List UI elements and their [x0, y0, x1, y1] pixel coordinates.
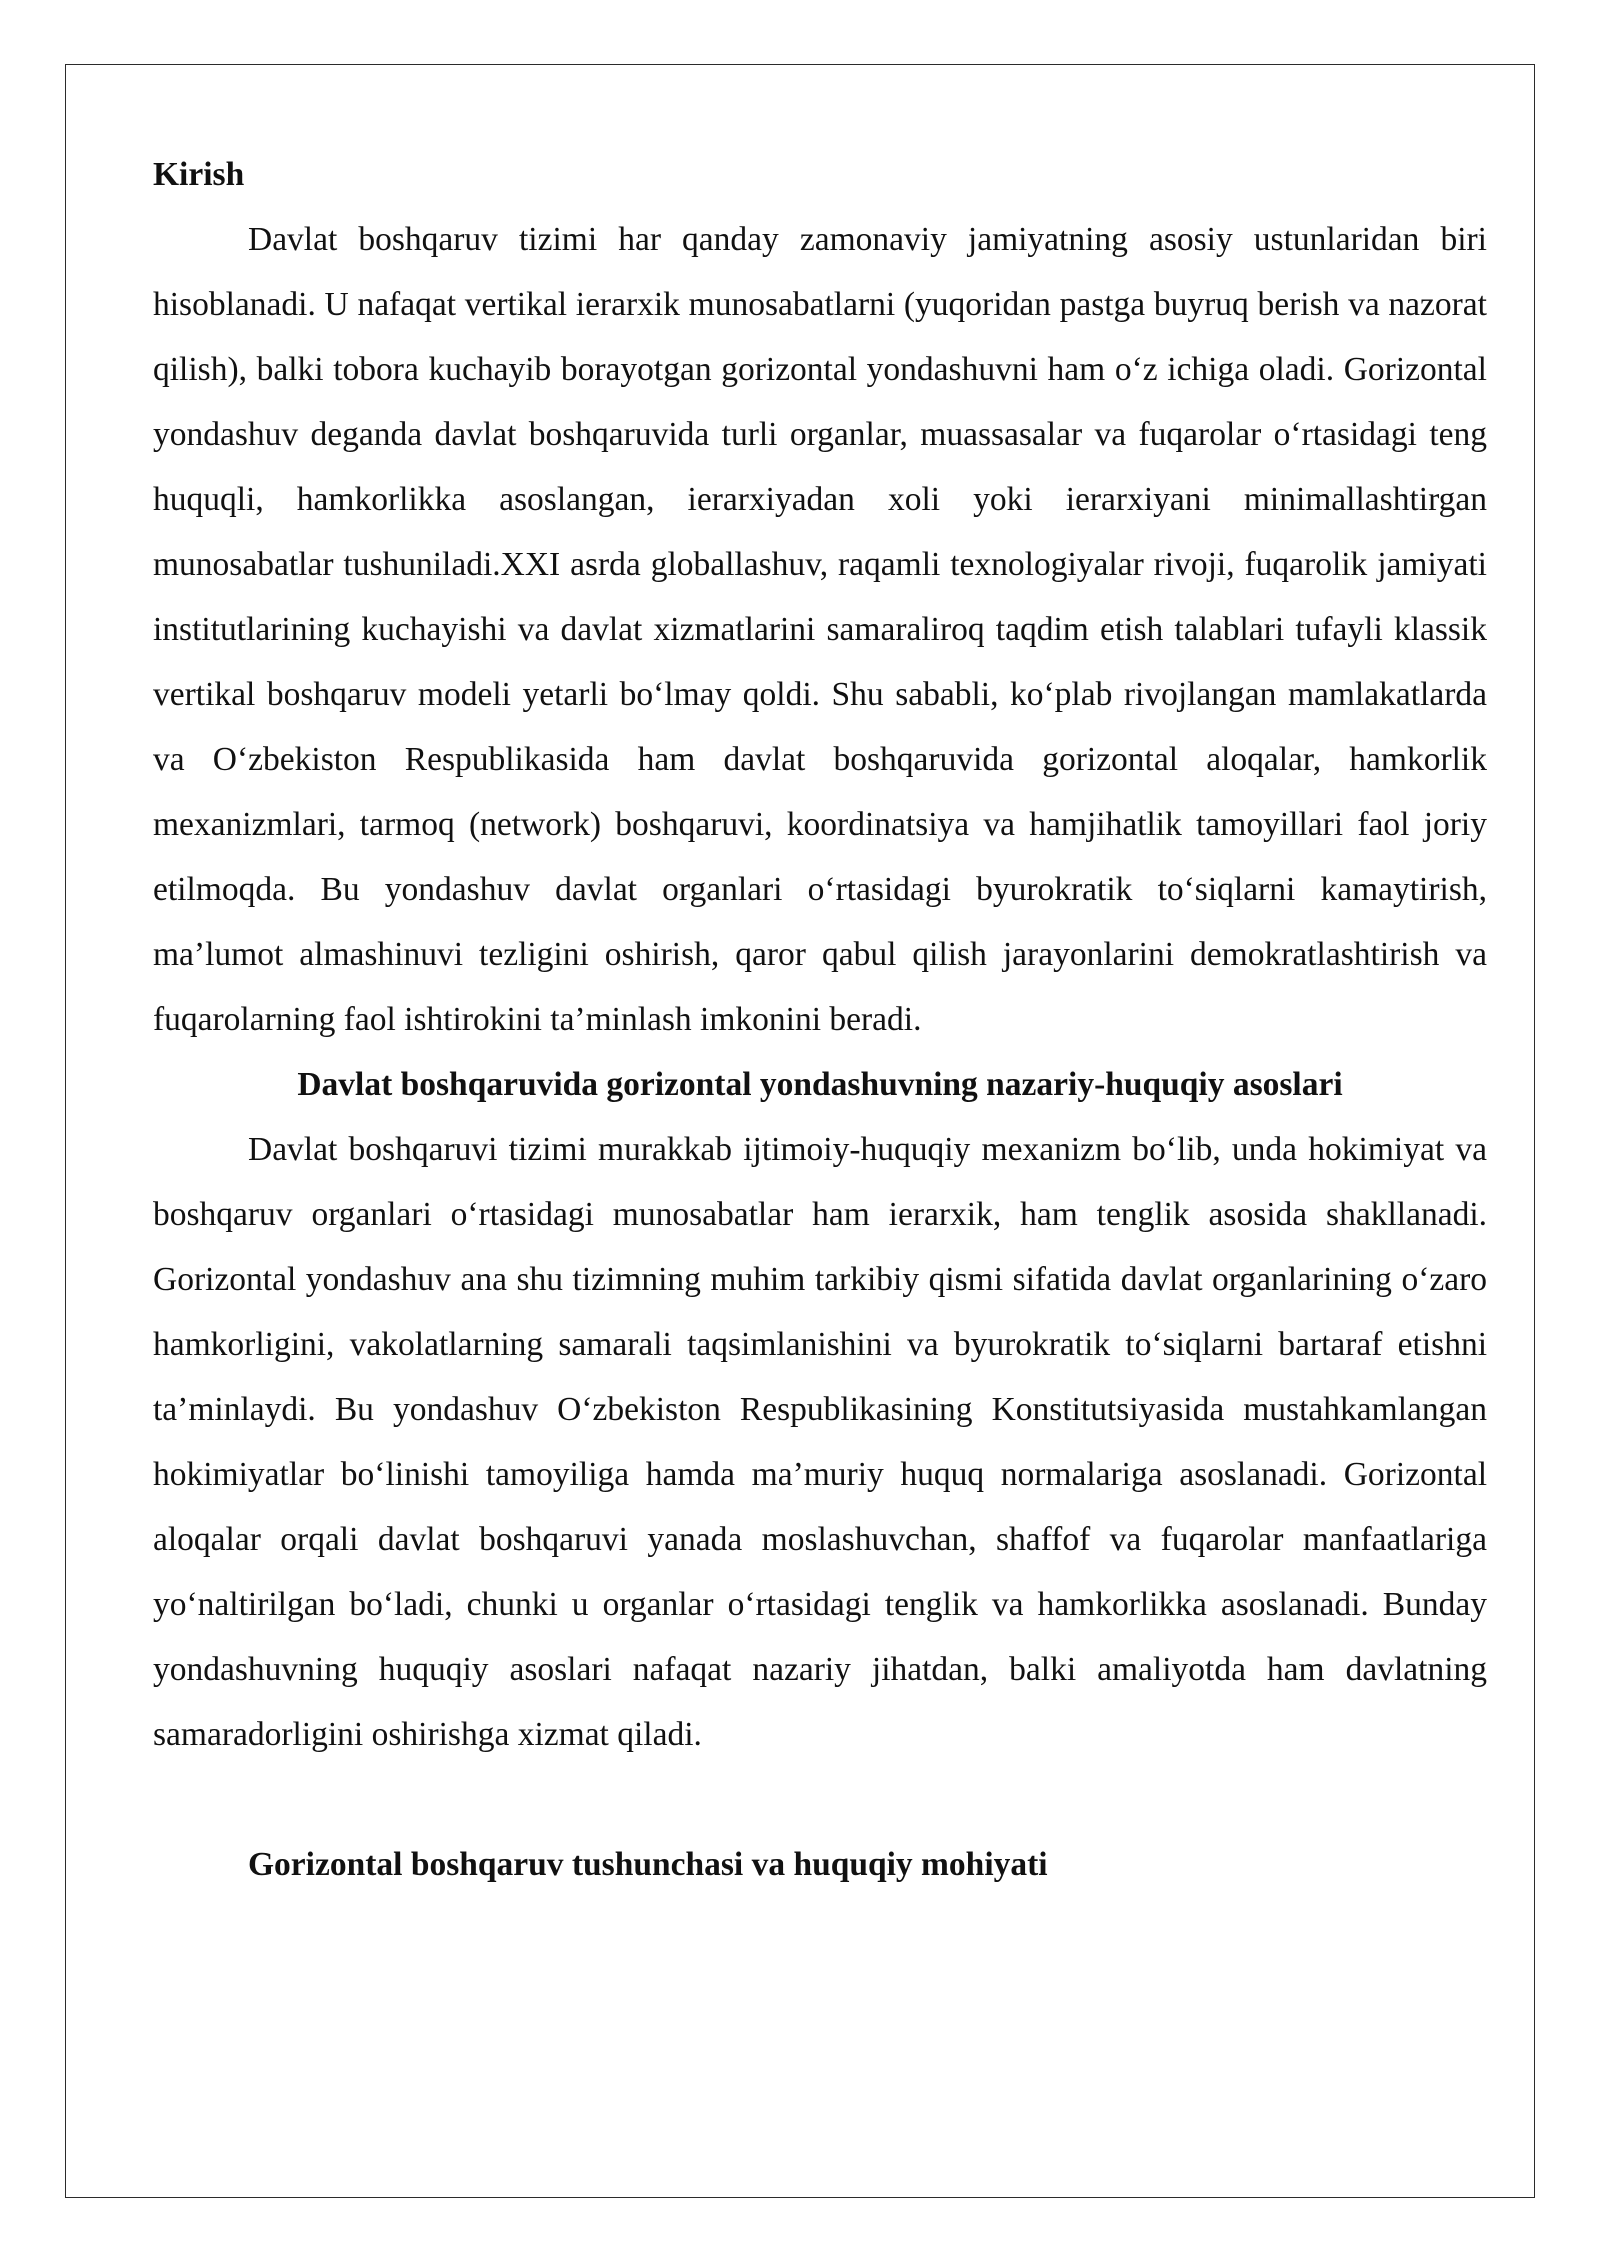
section-paragraph: Davlat boshqaruvi tizimi murakkab ijtimoiy-huquqiy mexanizm bo‘lib, unda hokimiyat va boshqaruv organlari o‘rtasidagi munosabatlar ham ierarxik, ham tenglik asosida shakllanadi. Gorizontal yondashuv ana shu tizimning muhim tarkibiy qismi sifatida davlat organlarining o‘zaro hamkorligini, vakolatlarning samarali taqsimlanishini va byurokratik to‘siqlarni bartaraf etishni ta’minlaydi. Bu yondashuv O‘zbekiston Respublikasining Konstitutsiyasida mustahkamlangan hokimiyatlar bo‘linishi tamoyiliga hamda ma’muriy huquq normalariga asoslanadi. Gorizontal aloqalar orqali davlat boshqaruvi yanada moslashuvchan, shaffof va fuqarolar manfaatlariga yo‘naltirilgan bo‘ladi, chunki u organlar o‘rtasidagi tenglik va hamkorlikka asoslanadi. Bunday yondashuvning huquqiy asoslari nafaqat nazariy jihatdan, balki amaliyotda ham davlatning samaradorligini oshirishga xizmat qiladi.: [153, 1131, 1487, 1753]
blank-line: [153, 1767, 1487, 1832]
section-heading: Davlat boshqaruvida gorizontal yondashuvning nazariy-huquqiy asoslari: [297, 1066, 1343, 1103]
intro-heading: Kirish: [153, 156, 245, 193]
intro-paragraph: Davlat boshqaruv tizimi har qanday zamonaviy jamiyatning asosiy ustunlaridan biri hisoblanadi. U nafaqat vertikal ierarxik munosabatlarni (yuqoridan pastga buyruq berish va nazorat qilish), balki tobora kuchayib borayotgan gorizontal yondashuvni ham o‘z ichiga oladi. Gorizontal yondashuv deganda davlat boshqaruvida turli organlar, muassasalar va fuqarolar o‘rtasidagi teng huquqli, hamkorlikka asoslangan, ierarxiyadan xoli yoki ierarxiyani minimallashtirgan munosabatlar tushuniladi.XXI asrda globallashuv, raqamli texnologiyalar rivoji, fuqarolik jamiyati institutlarining kuchayishi va davlat xizmatlarini samaraliroq taqdim etish talablari tufayli klassik vertikal boshqaruv modeli yetarli bo‘lmay qoldi. Shu sababli, ko‘plab rivojlangan mamlakatlarda va O‘zbekiston Respublikasida ham davlat boshqaruvida gorizontal aloqalar, hamkorlik mexanizmlari, tarmoq (network) boshqaruvi, koordinatsiya va hamjihatlik tamoyillari faol joriy etilmoqda. Bu yondashuv davlat organlari o‘rtasidagi byurokratik to‘siqlarni kamaytirish, ma’lumot almashinuvi tezligini oshirish, qaror qabul qilish jarayonlarini demokratlashtirish va fuqarolarning faol ishtirokini ta’minlash imkonini beradi.: [153, 221, 1487, 1038]
subsection-heading: Gorizontal boshqaruv tushunchasi va huquqiy mohiyati: [248, 1846, 1048, 1883]
document-body: [153, 142, 1487, 1897]
